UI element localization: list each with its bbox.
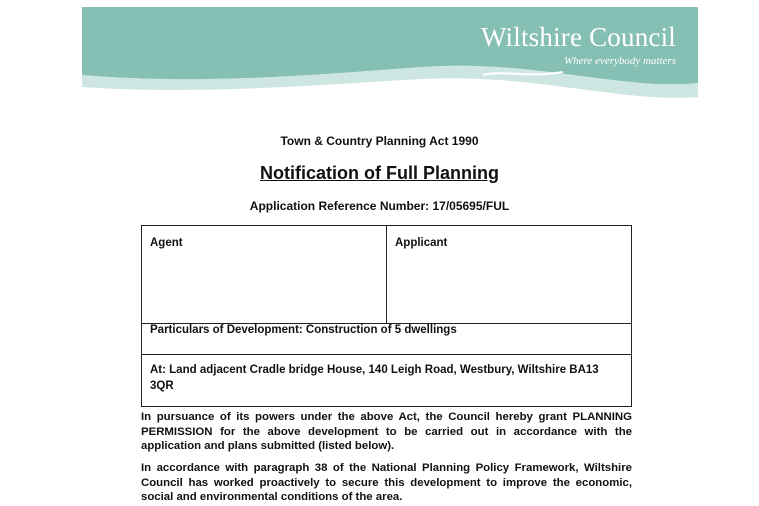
council-banner [82,7,698,103]
agent-cell [142,226,387,324]
particulars-of-development: Particulars of Development: Construction of 5 dwellings [142,324,632,355]
site-row [142,355,632,407]
council-logo-name: Wiltshire Council [480,22,676,52]
nppf-paragraph: In accordance with paragraph 38 of the National Planning Policy Framework, Wiltshire Council has worked proactively to secure this development to improve the economic, social and environmental conditions of the area. [141,462,632,503]
council-logo-tagline: Where everybody matters [564,55,676,67]
particulars-row [142,324,632,355]
act-heading: Town & Country Planning Act 1990 [280,134,479,148]
agent-label: Agent [150,237,183,249]
site-address: At: Land adjacent Cradle bridge House, 140 Leigh Road, Westbury, Wiltshire BA13 3QR [142,355,632,407]
permission-paragraph: In pursuance of its powers under the above Act, the Council hereby grant PLANNING PERMISSION for the above development to be carried out in accordance with the application and plans submitted (listed below). [141,411,632,452]
council-logo [481,22,676,67]
application-reference: Application Reference Number: 17/05695/FUL [249,199,510,213]
logo-swoosh-icon [483,69,563,79]
applicant-label: Applicant [395,237,448,249]
parties-row [142,226,632,324]
document-title: Notification of Full Planning [260,163,499,183]
application-details-table [141,225,632,407]
applicant-cell [387,226,632,324]
